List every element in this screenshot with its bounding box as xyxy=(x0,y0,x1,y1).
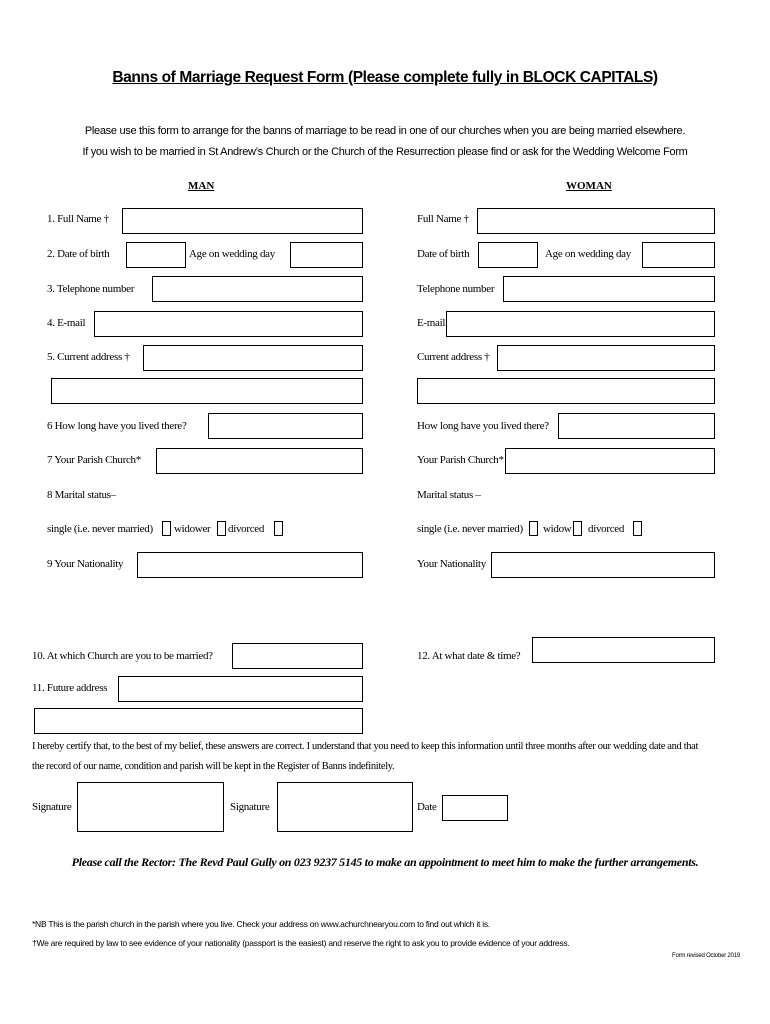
signature-1-field[interactable] xyxy=(77,782,224,832)
woman-age-field[interactable] xyxy=(642,242,715,268)
man-widower-label: widower xyxy=(174,523,211,535)
woman-age-label: Age on wedding day xyxy=(545,248,631,260)
woman-marital-label: Marital status – xyxy=(417,489,481,501)
date-field[interactable] xyxy=(442,795,508,821)
intro-line-1: Please use this form to arrange for the banns of marriage to be read in one of our churches when you are being married elsewhere. xyxy=(84,125,686,137)
date-time-question-label: 12. At what date & time? xyxy=(417,650,521,662)
woman-parish-label: Your Parish Church* xyxy=(417,454,504,466)
date-time-field[interactable] xyxy=(532,637,715,663)
woman-nationality-field[interactable] xyxy=(491,552,715,578)
man-full-name-label: 1. Full Name † xyxy=(47,213,109,225)
woman-parish-field[interactable] xyxy=(505,448,715,474)
form-title: Banns of Marriage Request Form (Please complete fully in BLOCK CAPITALS) xyxy=(112,69,658,86)
certify-line-1: I hereby certify that, to the best of my belief, these answers are correct. I understand that you need to keep this information until three months after our wedding date and that xyxy=(32,741,699,752)
signature-1-label: Signature xyxy=(32,801,72,813)
man-address-field[interactable] xyxy=(143,345,363,371)
man-age-field[interactable] xyxy=(290,242,363,268)
church-question-label: 10. At which Church are you to be married? xyxy=(32,650,213,662)
woman-single-checkbox[interactable] xyxy=(529,521,538,536)
woman-email-field[interactable] xyxy=(446,311,715,337)
woman-phone-field[interactable] xyxy=(503,276,715,302)
footnote-nb: *NB This is the parish church in the parish where you live. Check your address on www.achurchnearyou.com to find out which it is. xyxy=(32,919,490,929)
church-field[interactable] xyxy=(232,643,363,669)
man-parish-label: 7 Your Parish Church* xyxy=(47,454,141,466)
woman-dob-label: Date of birth xyxy=(417,248,470,260)
man-full-name-field[interactable] xyxy=(122,208,363,234)
signature-2-field[interactable] xyxy=(277,782,413,832)
future-address-field-2[interactable] xyxy=(34,708,363,734)
date-label: Date xyxy=(417,801,437,813)
man-nationality-label: 9 Your Nationality xyxy=(47,558,124,570)
woman-how-long-label: How long have you lived there? xyxy=(417,420,549,432)
man-parish-field[interactable] xyxy=(156,448,363,474)
woman-address-field[interactable] xyxy=(497,345,715,371)
woman-heading: WOMAN xyxy=(566,180,612,192)
man-single-checkbox[interactable] xyxy=(162,521,171,536)
woman-widow-label: widow xyxy=(543,523,572,535)
woman-single-label: single (i.e. never married) xyxy=(417,523,523,535)
future-address-label: 11. Future address xyxy=(32,682,108,694)
signature-2-label: Signature xyxy=(230,801,270,813)
woman-widow-checkbox[interactable] xyxy=(573,521,582,536)
man-widower-checkbox[interactable] xyxy=(217,521,226,536)
rector-contact-note: Please call the Rector: The Revd Paul Gully on 023 9237 5145 to make an appointment to meet him to make the further arrangements. xyxy=(71,855,699,869)
man-dob-field[interactable] xyxy=(126,242,186,268)
woman-phone-label: Telephone number xyxy=(417,283,495,295)
man-how-long-field[interactable] xyxy=(208,413,363,439)
future-address-field[interactable] xyxy=(118,676,363,702)
man-email-label: 4. E-mail xyxy=(47,317,86,329)
woman-address-field-2[interactable] xyxy=(417,378,715,404)
man-email-field[interactable] xyxy=(94,311,363,337)
woman-address-label: Current address † xyxy=(417,351,490,363)
woman-nationality-label: Your Nationality xyxy=(417,558,486,570)
woman-full-name-field[interactable] xyxy=(477,208,715,234)
man-address-label: 5. Current address † xyxy=(47,351,130,363)
man-dob-label: 2. Date of birth xyxy=(47,248,110,260)
man-nationality-field[interactable] xyxy=(137,552,363,578)
woman-full-name-label: Full Name † xyxy=(417,213,469,225)
woman-divorced-label: divorced xyxy=(588,523,625,535)
man-phone-field[interactable] xyxy=(152,276,363,302)
man-how-long-label: 6 How long have you lived there? xyxy=(47,420,187,432)
intro-line-2: If you wish to be married in St Andrew’s Church or the Church of the Resurrection please find or ask for the Wedding Welcome Form xyxy=(82,146,688,158)
man-age-label: Age on wedding day xyxy=(189,248,275,260)
man-divorced-label: divorced xyxy=(228,523,265,535)
man-address-field-2[interactable] xyxy=(51,378,363,404)
man-divorced-checkbox[interactable] xyxy=(274,521,283,536)
man-marital-label: 8 Marital status– xyxy=(47,489,116,501)
woman-dob-field[interactable] xyxy=(478,242,538,268)
certify-line-2: the record of our name, condition and parish will be kept in the Register of Banns indefinitely. xyxy=(32,761,395,772)
woman-divorced-checkbox[interactable] xyxy=(633,521,642,536)
man-heading: MAN xyxy=(188,180,215,192)
footnote-dagger: †We are required by law to see evidence of your nationality (passport is the easiest) and reserve the right to ask you to provide evidence of your address. xyxy=(32,938,570,948)
woman-email-label: E-mail xyxy=(417,317,446,329)
form-revised-date: Form revised October 2019 xyxy=(672,953,741,959)
woman-how-long-field[interactable] xyxy=(558,413,715,439)
man-phone-label: 3. Telephone number xyxy=(47,283,135,295)
man-single-label: single (i.e. never married) xyxy=(47,523,153,535)
